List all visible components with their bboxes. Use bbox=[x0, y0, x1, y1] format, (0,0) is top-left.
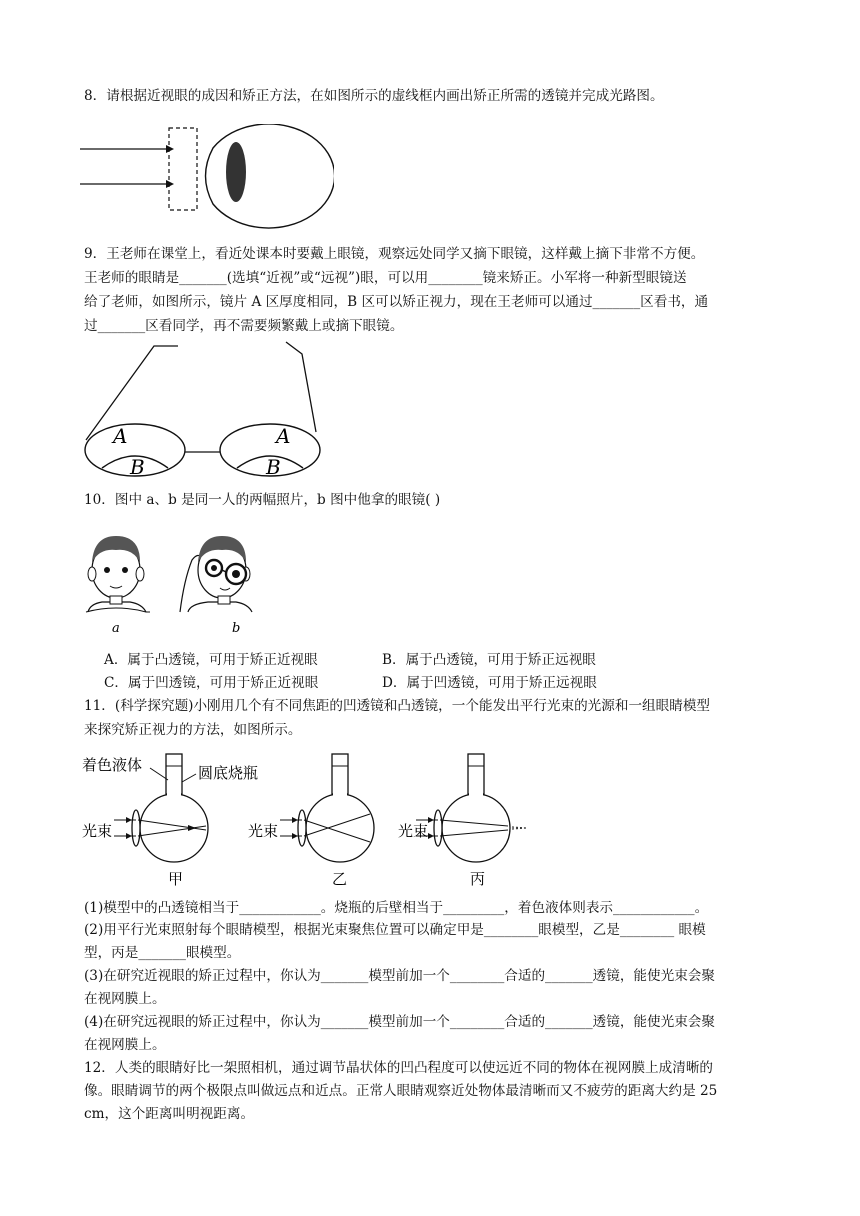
model-label-bing: 丙 bbox=[470, 870, 486, 888]
photo-a-label: a bbox=[112, 621, 120, 636]
q10-option-c[interactable]: C．属于凹透镜，可用于矫正近视眼 bbox=[104, 675, 319, 691]
flask-leader-line bbox=[182, 774, 196, 782]
eyeball-outline bbox=[206, 124, 335, 228]
eye-diagram bbox=[78, 124, 334, 232]
q9-line-3: 给了老师，如图所示，镜片 A 区厚度相同，B 区可以矫正视力，现在王老师可以通过_______区看书，通 bbox=[84, 294, 709, 310]
q11-line-2: 来探究矫正视力的方法，如图所示。 bbox=[84, 722, 302, 738]
q11-line-1: 11．(科学探究题)小刚用几个有不同焦距的凹透镜和凸透镜，一个能发出平行光束的光源和一组眼睛模型 bbox=[84, 698, 711, 714]
lens-right-label-a: A bbox=[276, 424, 291, 448]
q10-text: 10．图中 a、b 是同一人的两幅照片，b 图中他拿的眼镜( ) bbox=[84, 492, 441, 508]
q10-option-d[interactable]: D．属于凹透镜，可用于矫正远视眼 bbox=[382, 675, 597, 691]
model-yi bbox=[280, 754, 374, 862]
q12-line-1: 12．人类的眼睛好比一架照相机，通过调节晶状体的凹凸程度可以使远近不同的物体在视网膜上成清晰的 bbox=[84, 1060, 714, 1076]
q11-part-4-line-1: (4)在研究远视眼的矫正过程中，你认为_______模型前加一个________合适的_______透镜，能使光束会聚 bbox=[84, 1014, 715, 1030]
q12-line-2: 像。眼睛调节的两个极限点叫做远点和近点。正常人眼睛观察近处物体最清晰而又不疲劳的距离大约是 25 bbox=[84, 1083, 718, 1099]
glasses-diagram bbox=[80, 336, 326, 482]
temple-right bbox=[286, 342, 316, 432]
model-label-yi: 乙 bbox=[332, 870, 348, 888]
crystalline-lens bbox=[226, 142, 246, 202]
model-label-jia: 甲 bbox=[168, 870, 184, 888]
q8-text: 8．请根据近视眼的成因和矫正方法，在如图所示的虚线框内画出矫正所需的透镜并完成光路图。 bbox=[84, 88, 664, 104]
flask-label: 圆底烧瓶 bbox=[198, 764, 259, 782]
dashed-lens-box bbox=[169, 128, 197, 210]
q11-part-1: (1)模型中的凸透镜相当于____________。烧瓶的后壁相当于_________，着色液体则表示____________。 bbox=[84, 900, 709, 916]
beam-label-bing: 光束 bbox=[398, 822, 429, 840]
q11-part-3-line-2: 在视网膜上。 bbox=[84, 991, 166, 1007]
q10-option-b[interactable]: B．属于凸透镜，可用于矫正远视眼 bbox=[382, 652, 596, 668]
lens-left-label-a: A bbox=[113, 424, 128, 448]
beam-label-jia: 光束 bbox=[82, 822, 113, 840]
arrow-head-upper bbox=[166, 145, 174, 153]
liquid-label: 着色液体 bbox=[82, 756, 143, 774]
q11-part-2-line-2: 型，丙是_______眼模型。 bbox=[84, 945, 241, 961]
photos-figure bbox=[80, 520, 280, 640]
photo-b bbox=[180, 536, 252, 612]
liquid-leader-line bbox=[150, 768, 168, 780]
q12-line-3: cm，这个距离叫明视距离。 bbox=[84, 1106, 255, 1122]
lens-left-label-b: B bbox=[130, 455, 145, 479]
q11-part-4-line-2: 在视网膜上。 bbox=[84, 1037, 166, 1053]
photo-b-label: b bbox=[232, 621, 241, 636]
photo-a bbox=[86, 536, 150, 612]
lens-right-label-b: B bbox=[266, 455, 281, 479]
arrow-head-lower bbox=[166, 180, 174, 188]
q9-line-1: 9．王老师在课堂上，看近处课本时要戴上眼镜，观察远处同学又摘下眼镜，这样戴上摘下非常不方便。 bbox=[84, 246, 705, 262]
q9-line-4: 过_______区看同学，再不需要频繁戴上或摘下眼镜。 bbox=[84, 318, 404, 334]
q10-option-a[interactable]: A．属于凸透镜，可用于矫正近视眼 bbox=[104, 652, 318, 668]
eye-models-figure bbox=[80, 746, 530, 892]
model-bing bbox=[416, 754, 526, 862]
q11-part-3-line-1: (3)在研究近视眼的矫正过程中，你认为_______模型前加一个________合适的_______透镜，能使光束会聚 bbox=[84, 968, 715, 984]
q9-line-2: 王老师的眼睛是_______(选填“近视”或“远视”)眼，可以用________镜来矫正。小军将一种新型眼镜送 bbox=[84, 270, 687, 286]
beam-label-yi: 光束 bbox=[248, 822, 279, 840]
q11-part-2-line-1: (2)用平行光束照射每个眼睛模型，根据光束聚焦位置可以确定甲是________眼模型，乙是________ 眼模 bbox=[84, 922, 706, 938]
